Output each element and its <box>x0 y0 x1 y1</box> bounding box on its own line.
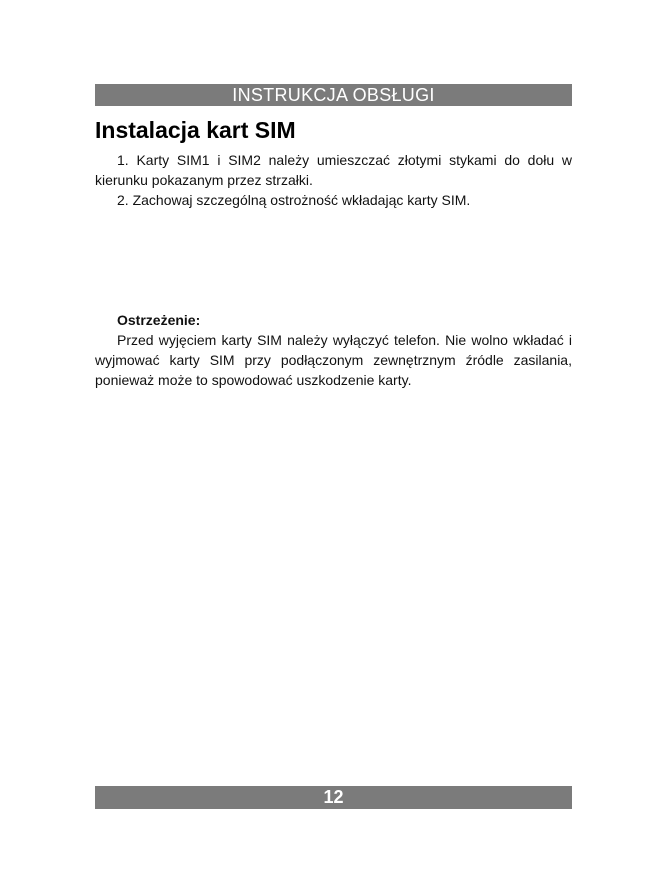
instruction-paragraph-2: 2. Zachowaj szczególną ostrożność wkładając karty SIM. <box>117 192 471 208</box>
warning-block <box>95 310 572 390</box>
section-title: Instalacja kart SIM <box>95 117 296 143</box>
footer-bar <box>95 786 572 809</box>
instruction-paragraph-1: 1. Karty SIM1 i SIM2 należy umieszczać złotymi stykami do dołu w kierunku pokazanym przez strzałki. <box>95 152 572 188</box>
instructions-block <box>95 150 572 210</box>
header-title: INSTRUKCJA OBSŁUGI <box>232 85 435 105</box>
warning-text: Przed wyjęciem karty SIM należy wyłączyć telefon. Nie wolno wkładać i wyjmować karty SIM przy podłączonym zewnętrznym źródle zasilania, ponieważ może to spowodować uszkodzenie karty. <box>95 332 572 388</box>
page-number: 12 <box>323 787 344 807</box>
warning-title: Ostrzeżenie: <box>117 312 201 328</box>
header-bar <box>95 84 572 106</box>
